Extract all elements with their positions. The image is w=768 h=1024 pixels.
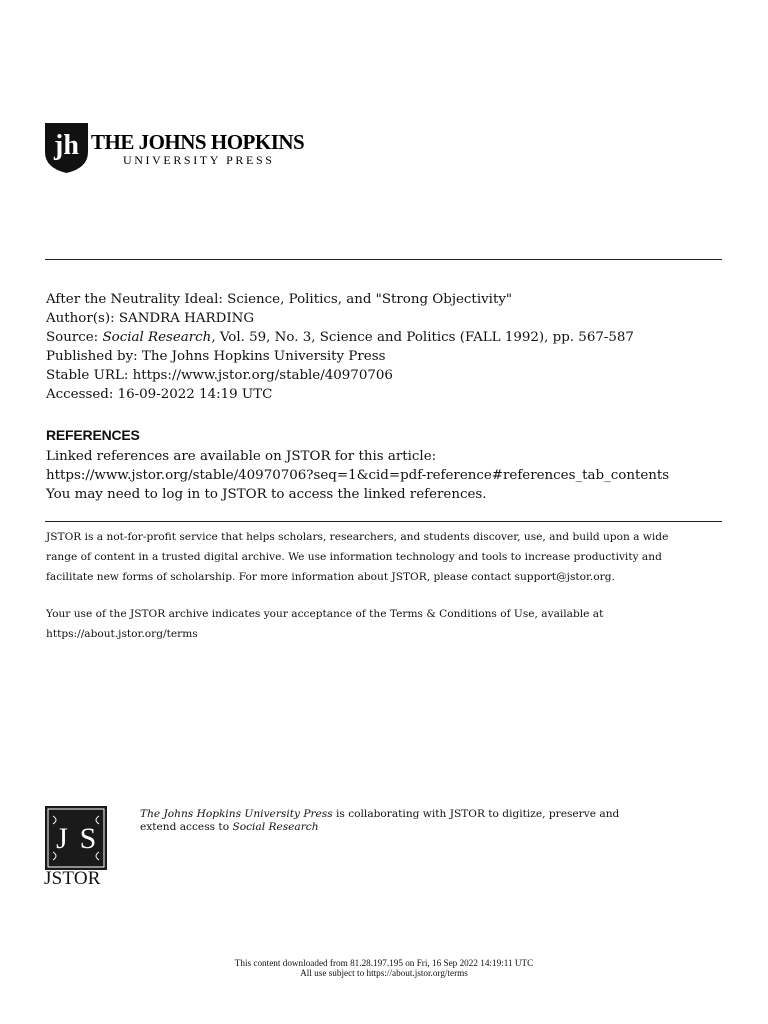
references-link[interactable]: https://www.jstor.org/stable/40970706?seq=1&cid=pdf-reference#references_tab_contents bbox=[46, 468, 670, 483]
collab-journal: Social Research bbox=[232, 821, 319, 833]
svg-text:jh: jh bbox=[54, 130, 79, 161]
svg-text:J: J bbox=[56, 822, 68, 855]
collab-text: extend access to bbox=[140, 821, 233, 833]
terms-link[interactable]: https://about.jstor.org/terms bbox=[46, 628, 198, 640]
publisher-name-line1: THE JOHNS HOPKINS bbox=[91, 130, 305, 154]
jh-shield-icon bbox=[44, 122, 89, 174]
divider bbox=[45, 259, 722, 260]
article-source bbox=[46, 328, 634, 347]
publisher-logo bbox=[44, 122, 305, 174]
svg-text:S: S bbox=[79, 822, 97, 855]
references-text: Linked references are available on JSTOR for this article: bbox=[46, 449, 437, 464]
download-notice: This content downloaded from 81.28.197.195 on Fri, 16 Sep 2022 14:19:11 UTC bbox=[234, 958, 534, 968]
article-publisher: Published by: The Johns Hopkins University Press bbox=[46, 349, 386, 364]
publisher-name-line2: UNIVERSITY PRESS bbox=[123, 153, 275, 167]
jstor-notice-line: facilitate new forms of scholarship. For more information about JSTOR, please contact support@jstor.org. bbox=[46, 571, 615, 583]
jstor-emblem-icon bbox=[45, 806, 107, 870]
collaboration-text bbox=[140, 808, 619, 820]
divider bbox=[45, 521, 722, 522]
article-title: After the Neutrality Ideal: Science, Politics, and "Strong Objectivity" bbox=[46, 292, 513, 307]
article-author: Author(s): SANDRA HARDING bbox=[46, 311, 255, 326]
jstor-wordmark: JSTOR bbox=[44, 868, 101, 889]
jstor-notice-line: range of content in a trusted digital archive. We use information technology and tools to increase productivity and bbox=[46, 551, 662, 563]
references-heading: REFERENCES bbox=[46, 427, 140, 443]
accessed-date: Accessed: 16-09-2022 14:19 UTC bbox=[46, 387, 273, 402]
source-journal: Social Research bbox=[102, 330, 212, 345]
collaboration-text bbox=[140, 821, 319, 833]
stable-url[interactable]: Stable URL: https://www.jstor.org/stable/40970706 bbox=[46, 368, 393, 383]
jstor-notice-line: JSTOR is a not-for-profit service that helps scholars, researchers, and students discover, use, and build upon a wide bbox=[46, 531, 669, 543]
collab-text: is collaborating with JSTOR to digitize, preserve and bbox=[332, 808, 620, 820]
source-prefix: Source: bbox=[46, 330, 103, 345]
terms-footer: All use subject to https://about.jstor.org/terms bbox=[300, 968, 468, 978]
references-login-note: You may need to log in to JSTOR to access the linked references. bbox=[46, 487, 487, 502]
terms-notice-line: Your use of the JSTOR archive indicates your acceptance of the Terms & Conditions of Use, available at bbox=[46, 608, 604, 620]
source-details: , Vol. 59, No. 3, Science and Politics (FALL 1992), pp. 567-587 bbox=[211, 330, 634, 345]
collab-publisher: The Johns Hopkins University Press bbox=[140, 808, 333, 820]
